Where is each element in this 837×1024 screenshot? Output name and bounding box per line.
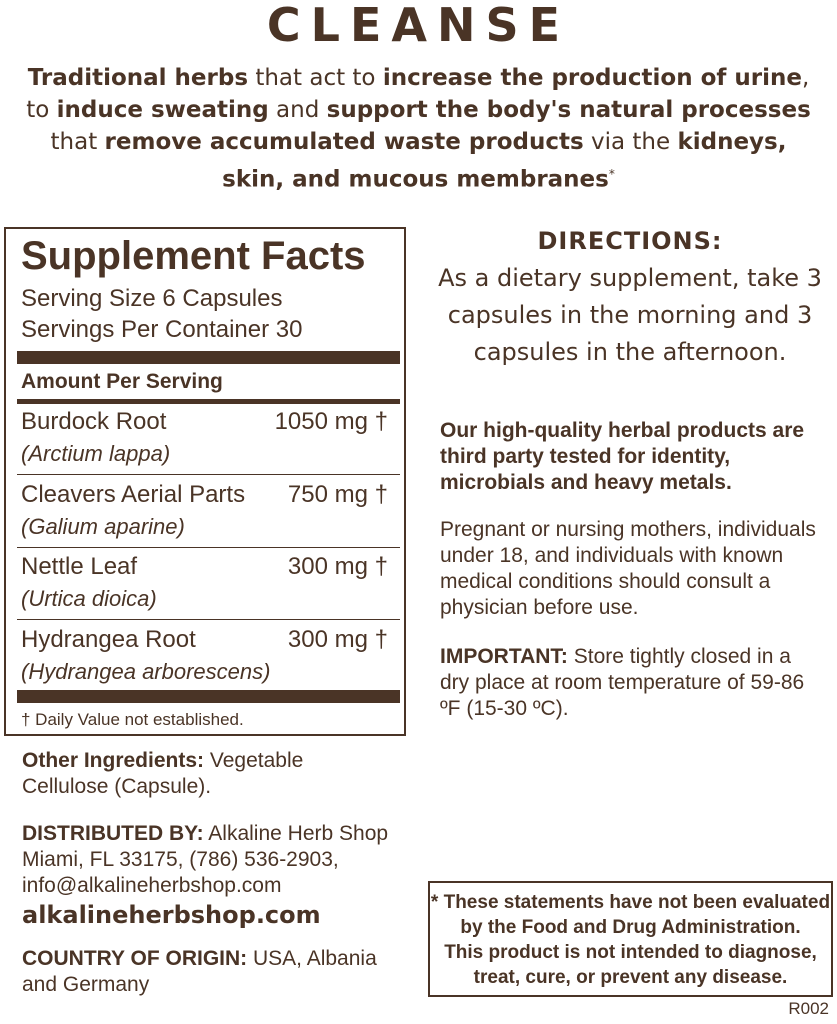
intro-bold-9: remove accumulated waste products [104, 129, 584, 155]
pregnancy-warning: Pregnant or nursing mothers, individuals under 18, and individuals with known medical conditions should consult a physician before use. [440, 518, 816, 619]
label-code: R002 [788, 999, 829, 1018]
ingredient-name: Nettle Leaf [21, 553, 138, 580]
row-divider [17, 547, 400, 548]
intro-asterisk: * [608, 167, 615, 181]
ingredient-latin-name: (Arctium lappa) [21, 441, 171, 466]
intro-text-4: , to [26, 65, 810, 123]
ingredient-amount: 300 mg † [287, 626, 388, 653]
other-ingredients-text: Vegetable Cellulose (Capsule). [22, 749, 304, 798]
ingredient-amount: 300 mg † [287, 553, 388, 580]
other-ingredients [22, 748, 352, 800]
quality-statement: Our high-quality herbal products are third party tested for identity, microbials and heavy metals. [440, 419, 805, 494]
important-label: IMPORTANT: [440, 645, 568, 668]
disclaimer-line-3: This product is not intended to diagnose, [444, 942, 817, 963]
thick-divider-bottom [17, 690, 400, 703]
ingredient-name: Cleavers Aerial Parts [21, 481, 246, 508]
storage-instructions [440, 644, 810, 722]
amount-per-serving-label: Amount Per Serving [21, 370, 223, 393]
serving-size: Serving Size 6 Capsules [21, 285, 283, 312]
website-link[interactable]: alkalineherbshop.com [22, 901, 321, 929]
country-of-origin [22, 946, 382, 998]
ingredient-amount: 1050 mg † [274, 408, 388, 435]
medium-divider [17, 399, 400, 404]
ingredient-latin-name: (Urtica dioica) [21, 586, 157, 611]
directions-text: As a dietary supplement, take 3 capsules in the morning and 3 capsules in the afternoon. [438, 264, 822, 366]
intro-text-2: that act to [248, 65, 383, 91]
intro-bold-3: increase the production of urine [382, 65, 802, 91]
other-ingredients-label: Other Ingredients: [22, 749, 205, 772]
intro-bold-11: kidneys, skin, and mucous membranes [222, 129, 787, 193]
daily-value-note: † Daily Value not established. [21, 710, 244, 729]
intro-bold-5: induce sweating [56, 97, 269, 123]
ingredient-latin-name: (Galium aparine) [21, 514, 185, 539]
fda-disclaimer [428, 881, 833, 997]
ingredient-name: Burdock Root [21, 408, 167, 435]
distributor-info [22, 821, 412, 899]
distributor-address: Miami, FL 33175, (786) 536-2903, [22, 848, 339, 871]
row-divider [17, 619, 400, 620]
directions-heading: DIRECTIONS: [537, 227, 723, 255]
country-of-origin-label: COUNTRY OF ORIGIN: [22, 947, 248, 970]
distributor-name: Alkaline Herb Shop [203, 822, 389, 845]
distributor-line-1 [22, 821, 412, 847]
disclaimer-line-2: by the Food and Drug Administration. [460, 917, 801, 938]
disclaimer-line-4: treat, cure, or prevent any disease. [473, 967, 788, 988]
supplement-facts-panel [4, 227, 406, 736]
thick-divider-top [17, 351, 400, 364]
row-divider [17, 474, 400, 475]
ingredient-amount: 750 mg † [287, 481, 388, 508]
intro-text-6: and [268, 97, 327, 123]
supplement-facts-title: Supplement Facts [21, 234, 366, 278]
intro-bold-1: Traditional herbs [27, 65, 249, 91]
intro-text-10: via the [583, 129, 678, 155]
ingredient-latin-name: (Hydrangea arborescens) [21, 659, 271, 684]
product-title: CLEANSE [266, 0, 571, 52]
servings-per-container: Servings Per Container 30 [21, 316, 303, 343]
intro-bold-7: support the body's natural processes [326, 97, 811, 123]
storage-text: Store tightly closed in a dry place at room temperature of 59-86 ºF (15-30 ºC). [440, 645, 805, 720]
country-of-origin-text: USA, Albania and Germany [22, 947, 377, 996]
disclaimer-line-1: * These statements have not been evaluated [430, 892, 831, 913]
distributor-email: info@alkalineherbshop.com [22, 874, 282, 897]
ingredient-name: Hydrangea Root [21, 626, 196, 653]
intro-text-8: that [50, 129, 105, 155]
distributed-by-label: DISTRIBUTED BY: [22, 822, 204, 845]
product-description [20, 62, 817, 196]
